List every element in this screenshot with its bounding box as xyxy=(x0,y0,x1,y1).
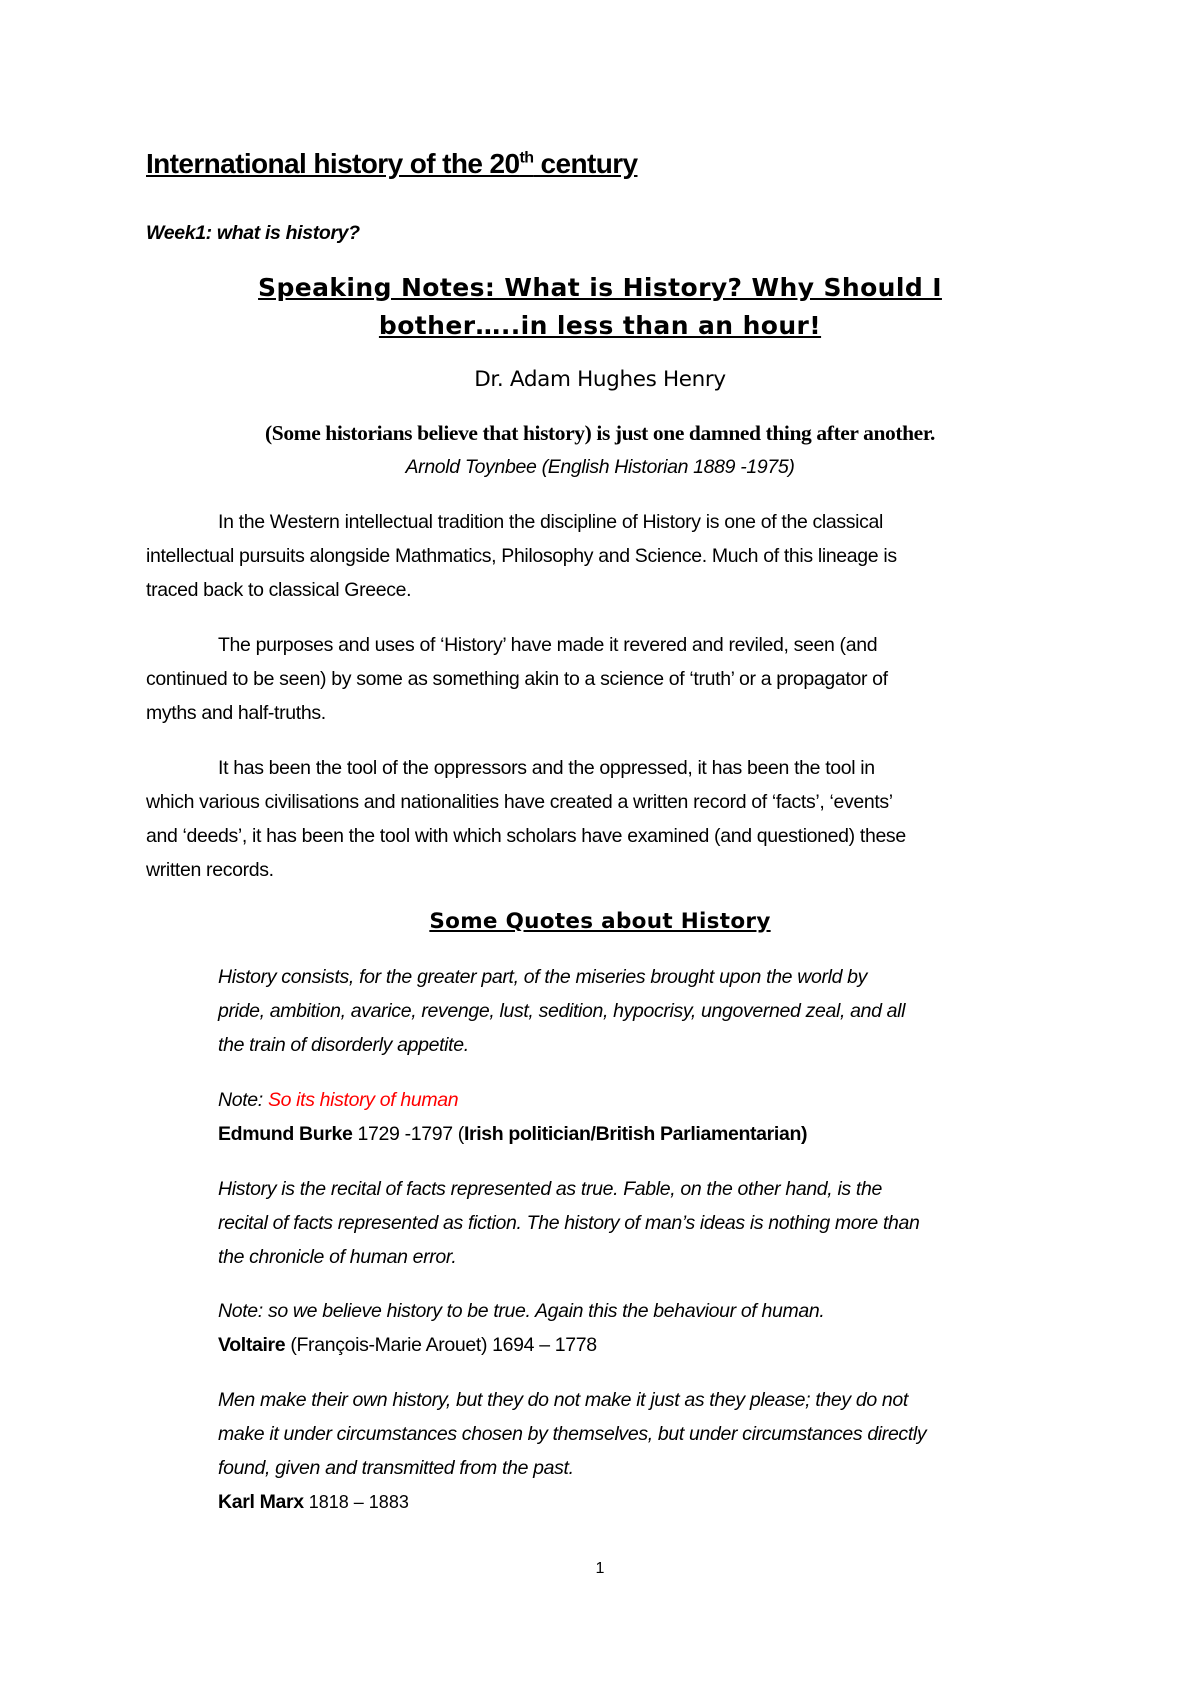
quote-burke-note xyxy=(218,1083,1138,1151)
speaking-notes-line: bother…..in less than an hour! xyxy=(378,311,822,340)
quote-author: Edmund Burke xyxy=(218,1123,353,1145)
paragraph xyxy=(146,628,1066,730)
note-text: So its history of human xyxy=(267,1089,459,1111)
quote-line: History consists, for the greater part, of the miseries brought upon the world by xyxy=(218,966,868,988)
week-subtitle: Week1: what is history? xyxy=(146,222,360,244)
quote-author-detail: (François-Marie Arouet) 1694 – 1778 xyxy=(285,1334,597,1356)
quotes-heading: Some Quotes about History xyxy=(429,909,771,934)
quote-line: History is the recital of facts represented as true. Fable, on the other hand, is the xyxy=(218,1178,882,1200)
note-label: Note: xyxy=(218,1089,268,1111)
paragraph-line: written records. xyxy=(146,859,274,881)
paragraph-line: The purposes and uses of ‘History’ have made it revered and reviled, seen (and xyxy=(218,634,878,656)
quote-line: the chronicle of human error. xyxy=(218,1246,457,1268)
quote-line: Men make their own history, but they do not make it just as they please; they do not xyxy=(218,1389,908,1411)
quote-author: Voltaire xyxy=(218,1334,286,1356)
paragraph-line: In the Western intellectual tradition the discipline of History is one of the classical xyxy=(218,511,884,533)
paragraph-line: traced back to classical Greece. xyxy=(146,579,412,601)
title-end: century xyxy=(533,148,638,179)
quote-line: make it under circumstances chosen by themselves, but under circumstances directly xyxy=(218,1423,927,1445)
paragraph-line: which various civilisations and nationalities have created a written record of ‘facts’, ‘events’ xyxy=(146,791,893,813)
note-text: so we believe history to be true. Again this the behaviour of human. xyxy=(267,1300,825,1322)
paragraph-line: It has been the tool of the oppressors and the oppressed, it has been the tool in xyxy=(218,757,875,779)
quote-author-detail: 1729 -1797 ( xyxy=(352,1123,464,1145)
speaking-notes-heading xyxy=(146,269,1054,345)
quote-voltaire xyxy=(218,1172,1138,1274)
quote-marx xyxy=(218,1383,1138,1519)
paragraph xyxy=(146,751,1066,887)
title-superscript: th xyxy=(519,149,534,167)
epigraph xyxy=(146,416,1054,484)
paragraph-line: myths and half-truths. xyxy=(146,702,326,724)
quote-burke xyxy=(218,960,1138,1062)
author-name: Dr. Adam Hughes Henry xyxy=(474,367,726,392)
quote-author-detail: 1818 – 1883 xyxy=(303,1492,409,1512)
quote-line: recital of facts represented as fiction. The history of man’s ideas is nothing more than xyxy=(218,1212,920,1234)
paragraph-line: and ‘deeds’, it has been the tool with which scholars have examined (and questioned) these xyxy=(146,825,906,847)
paragraph-line: intellectual pursuits alongside Mathmatics, Philosophy and Science. Much of this lineage is xyxy=(146,545,897,567)
paragraph xyxy=(146,505,1066,607)
note-label: Note: xyxy=(218,1300,268,1322)
quote-author-role: Irish politician/British Parliamentarian) xyxy=(463,1123,808,1145)
paragraph-line: continued to be seen) by some as something akin to a science of ‘truth’ or a propagator of xyxy=(146,668,888,690)
title-text: International history of the 20 xyxy=(146,148,520,179)
document-title xyxy=(146,148,1066,180)
epigraph-attribution: Arnold Toynbee (English Historian 1889 -1975) xyxy=(405,456,795,478)
quote-line: found, given and transmitted from the past. xyxy=(218,1457,574,1479)
page-number: 1 xyxy=(595,1560,605,1577)
speaking-notes-line: Speaking Notes: What is History? Why Should I xyxy=(258,273,942,302)
epigraph-text: (Some historians believe that history) is just one damned thing after another. xyxy=(265,421,935,445)
quote-line: the train of disorderly appetite. xyxy=(218,1034,469,1056)
quote-voltaire-note xyxy=(218,1294,1138,1362)
quote-line: pride, ambition, avarice, revenge, lust, sedition, hypocrisy, ungoverned zeal, and all xyxy=(218,1000,906,1022)
quote-author: Karl Marx xyxy=(218,1491,304,1513)
